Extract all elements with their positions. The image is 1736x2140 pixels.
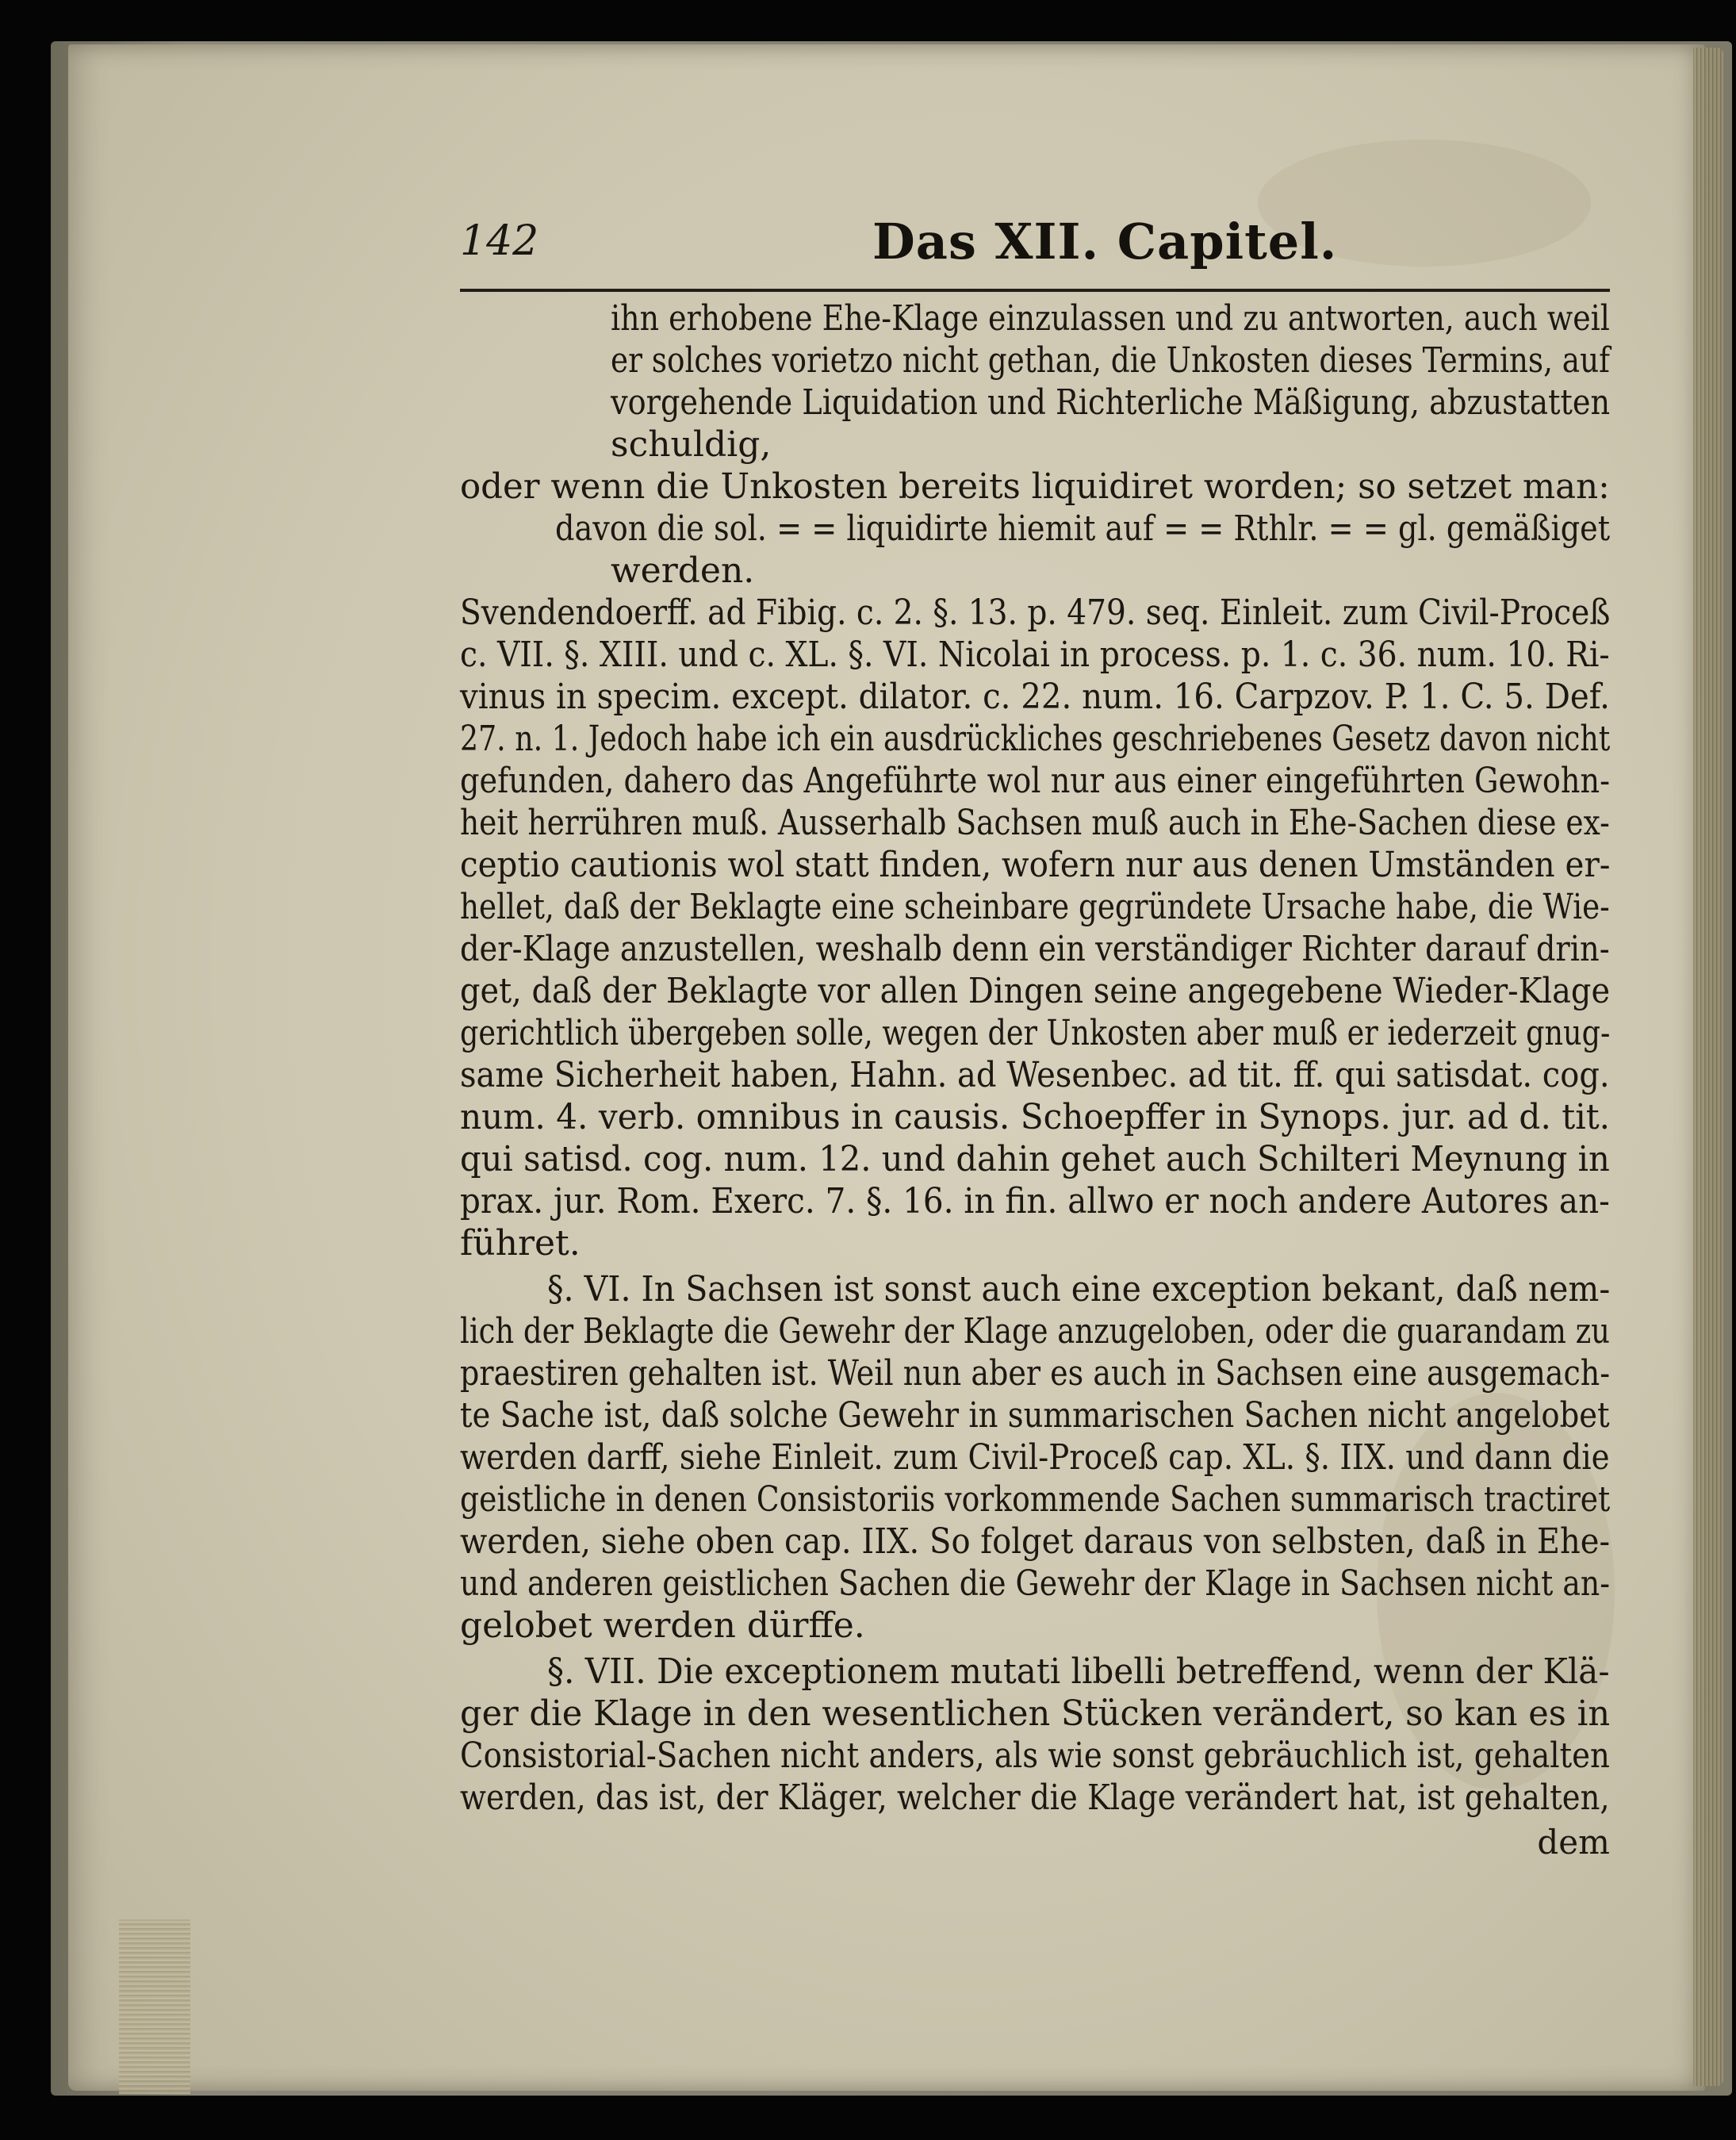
text-line: num. 4. verb. omnibus in causis. Schoepffer in Synops. jur. ad d. tit. <box>460 1097 1611 1137</box>
text-line: §. VI. In Sachsen ist sonst auch eine exception bekant, daß nem- <box>547 1269 1611 1310</box>
text-line: geistliche in denen Consistoriis vorkommende Sachen summarisch tractiret <box>460 1479 1611 1520</box>
page-number: 142 <box>460 217 539 265</box>
page-edge-left <box>119 1919 190 2094</box>
text-line: vinus in specim. except. dilator. c. 22. num. 16. Carpzov. P. 1. C. 5. Def. <box>460 677 1610 717</box>
text-line: der-Klage anzustellen, weshalb denn ein verständiger Richter darauf drin- <box>460 929 1610 969</box>
text-line: same Sicherheit haben, Hahn. ad Wesenbec. ad tit. ff. qui satisdat. cog. <box>460 1055 1610 1095</box>
header-rule <box>460 289 1610 292</box>
text-line: werden, das ist, der Kläger, welcher die Klage verändert hat, ist gehalten, <box>460 1778 1610 1818</box>
text-line: ger die Klage in den wesentlichen Stücken verändert, so kan es in <box>460 1693 1611 1734</box>
text-line: und anderen geistlichen Sachen die Gewehr der Klage in Sachsen nicht an- <box>460 1563 1611 1604</box>
text-line: davon die sol. = = liquidirte hiemit auf = = Rthlr. = = gl. gemäßiget <box>555 508 1611 549</box>
catchword: dem <box>1537 1823 1610 1862</box>
text-line: hellet, daß der Beklagte eine scheinbare gegründete Ursache habe, die Wie- <box>460 887 1610 927</box>
text-line: §. VII. Die exceptionem mutati libelli betreffend, wenn der Klä- <box>547 1651 1610 1692</box>
text-line: gelobet werden dürffe. <box>460 1605 865 1646</box>
text-line: 27. n. 1. Jedoch habe ich ein ausdrückliches geschriebenes Gesetz davon nicht <box>460 719 1611 759</box>
text-line: get, daß der Beklagte vor allen Dingen seine angegebene Wieder-Klage <box>460 971 1611 1011</box>
text-line: gefunden, dahero das Angeführte wol nur aus einer eingeführten Gewohn- <box>460 761 1611 801</box>
text-line: ceptio cautionis wol statt finden, wofern nur aus denen Umständen er- <box>460 845 1611 885</box>
text-line: vorgehende Liquidation und Richterliche Mäßigung, abzustatten <box>611 382 1611 423</box>
text-line: qui satisd. cog. num. 12. und dahin gehet auch Schilteri Meynung in <box>460 1139 1610 1179</box>
text-line: praestiren gehalten ist. Weil nun aber es auch in Sachsen eine ausgemach- <box>460 1353 1611 1394</box>
text-line: werden, siehe oben cap. IIX. So folget daraus von selbsten, daß in Ehe- <box>460 1521 1610 1562</box>
text-line: gerichtlich übergeben solle, wegen der Unkosten aber muß er iederzeit gnug- <box>460 1013 1611 1053</box>
page-edge-right <box>1693 48 1723 2086</box>
text-line: führet. <box>460 1223 581 1264</box>
text-line: te Sache ist, daß solche Gewehr in summarischen Sachen nicht angelobet <box>460 1395 1610 1436</box>
text-line: heit herrühren muß. Ausserhalb Sachsen muß auch in Ehe-Sachen diese ex- <box>460 803 1610 843</box>
text-line: c. VII. §. XIII. und c. XL. §. VI. Nicolai in process. p. 1. c. 36. num. 10. Ri- <box>460 635 1610 675</box>
chapter-title: Das XII. Capitel. <box>872 213 1338 270</box>
text-line: werden darff, siehe Einleit. zum Civil-Proceß cap. XL. §. IIX. und dann die <box>460 1437 1610 1478</box>
text-line: werden. <box>611 550 755 591</box>
running-head <box>460 213 1610 284</box>
text-line: oder wenn die Unkosten bereits liquidiret worden; so setzet man: <box>460 466 1610 507</box>
text-line: er solches vorietzo nicht gethan, die Unkosten dieses Termins, auf <box>611 340 1610 381</box>
text-line: Svendendoerff. ad Fibig. c. 2. §. 13. p. 479. seq. Einleit. zum Civil-Proceß <box>460 593 1611 633</box>
text-line: ihn erhobene Ehe-Klage einzulassen und zu antworten, auch weil <box>611 298 1610 339</box>
text-line: Consistorial-Sachen nicht anders, als wie sonst gebräuchlich ist, gehalten <box>460 1735 1610 1776</box>
text-line: lich der Beklagte die Gewehr der Klage anzugeloben, oder die guarandam zu <box>460 1311 1610 1352</box>
text-line: schuldig, <box>611 424 772 465</box>
text-line: prax. jur. Rom. Exerc. 7. §. 16. in fin. allwo er noch andere Autores an- <box>460 1181 1610 1221</box>
